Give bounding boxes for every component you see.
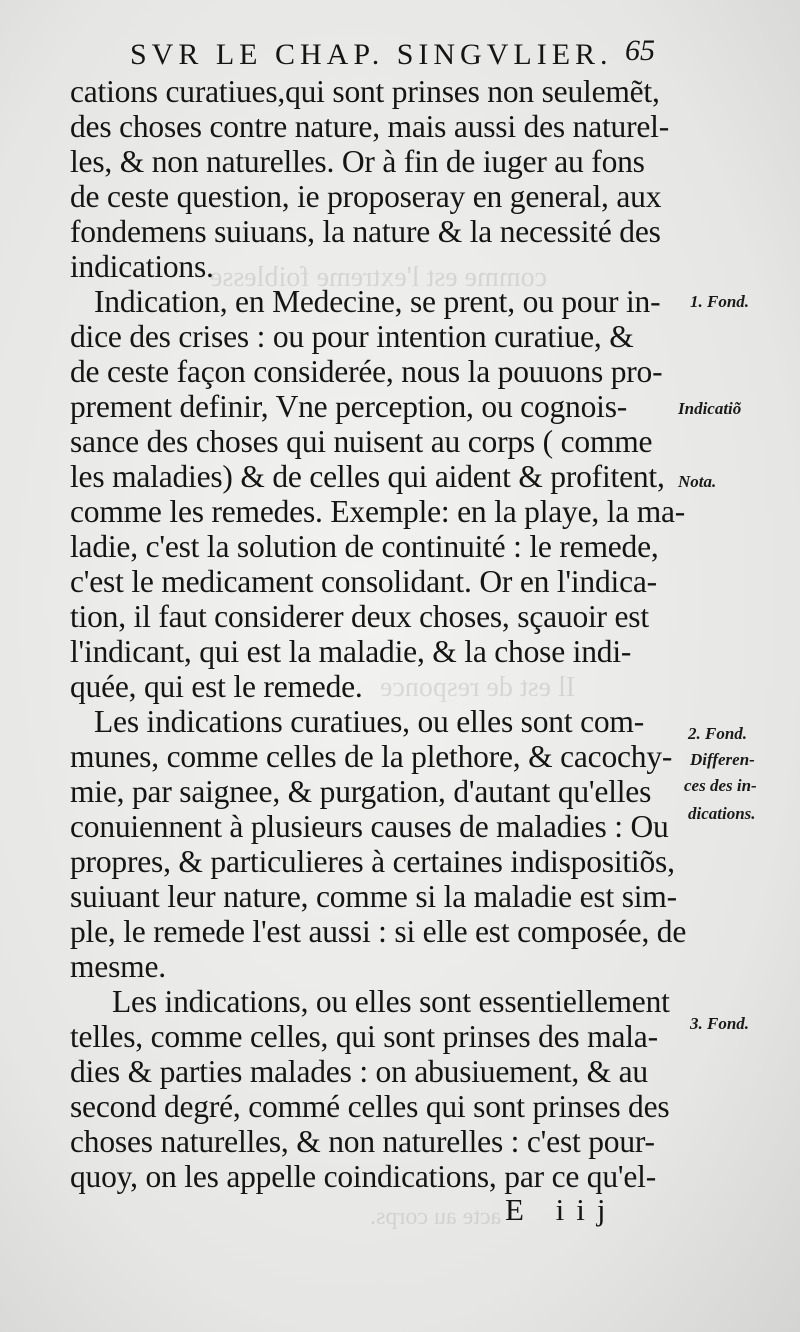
margin-note-differences: dications. [688,804,756,823]
text-line: ladie, c'est la solution de continuité : le remede, [70,529,659,564]
text-line: c'est le medicament consolidant. Or en l'indica- [70,564,657,599]
margin-note-differences: Differen- [690,750,755,769]
text-line: de ceste façon considerée, nous la pouuons pro- [70,354,663,389]
text-line: telles, comme celles, qui sont prinses des mala- [70,1019,658,1054]
text-line: sance des choses qui nuisent au corps ( comme [70,424,653,459]
margin-note-fond-2: 2. Fond. [688,724,748,743]
margin-note-indication: Indicatiõ [678,399,742,418]
text-line: conuiennent à plusieurs causes de maladies : Ou [70,809,669,844]
text-line: dice des crises : ou pour intention curatiue, & [70,319,634,354]
text-line: de ceste question, ie proposeray en general, aux [70,179,662,214]
show-through-text: acte au corps. [370,1204,502,1230]
main-text [70,74,687,1194]
text-line: suiuant leur nature, comme si la maladie est sim- [70,879,677,914]
text-line: tion, il faut considerer deux choses, sçauoir est [70,599,649,634]
show-through-text: Il est de responce [380,672,576,703]
text-line: des choses contre nature, mais aussi des naturel- [70,109,670,144]
text-line: prement definir, Vne perception, ou cognois- [70,389,628,424]
show-through-text: comme est l'extreme foiblesse [210,262,548,293]
paragraph-first-line: Les indications, ou elles sont essentiellement [112,984,670,1019]
running-title: SVR LE CHAP. SINGVLIER. [130,38,613,71]
text-line: les, & non naturelles. Or à fin de iuger au fons [70,144,645,179]
text-line: mie, par saignee, & purgation, d'autant qu'elles [70,774,652,809]
text-line: quée, qui est le remede. [70,669,363,704]
text-line: fondemens suiuans, la nature & la necessité des [70,214,661,249]
signature-mark: E iij [505,1192,618,1227]
margin-note-fond-1: 1. Fond. [690,292,750,311]
text-line: cations curatiues,qui sont prinses non seulemẽt, [70,74,660,109]
margin-note-differences: ces des in- [684,776,757,795]
text-line: quoy, on les appelle coindications, par ce qu'el- [70,1159,657,1194]
text-line: les maladies) & de celles qui aident & profitent, [70,459,665,494]
page-number: 65 [625,34,655,67]
margin-note-fond-3: 3. Fond. [690,1014,750,1033]
margin-note-nota: Nota. [678,472,717,491]
text-line: munes, comme celles de la plethore, & cacochy- [70,739,673,774]
text-line: dies & parties malades : on abusiuement, & au [70,1054,648,1089]
text-line: propres, & particulieres à certaines indispositiõs, [70,844,675,879]
text-line: indications. [70,249,214,284]
paragraph-first-line: Les indications curatiues, ou elles sont com- [94,704,644,739]
text-line: second degré, commé celles qui sont prinses des [70,1089,670,1124]
text-line: choses naturelles, & non naturelles : c'est pour- [70,1124,655,1159]
text-line: l'indicant, qui est la maladie, & la chose indi- [70,634,632,669]
paragraph-first-line: Indication, en Medecine, se prent, ou pour in- [94,284,661,319]
text-line: ple, le remede l'est aussi : si elle est composée, de [70,914,687,949]
text-line: mesme. [70,949,166,984]
text-line: comme les remedes. Exemple: en la playe, la ma- [70,494,686,529]
